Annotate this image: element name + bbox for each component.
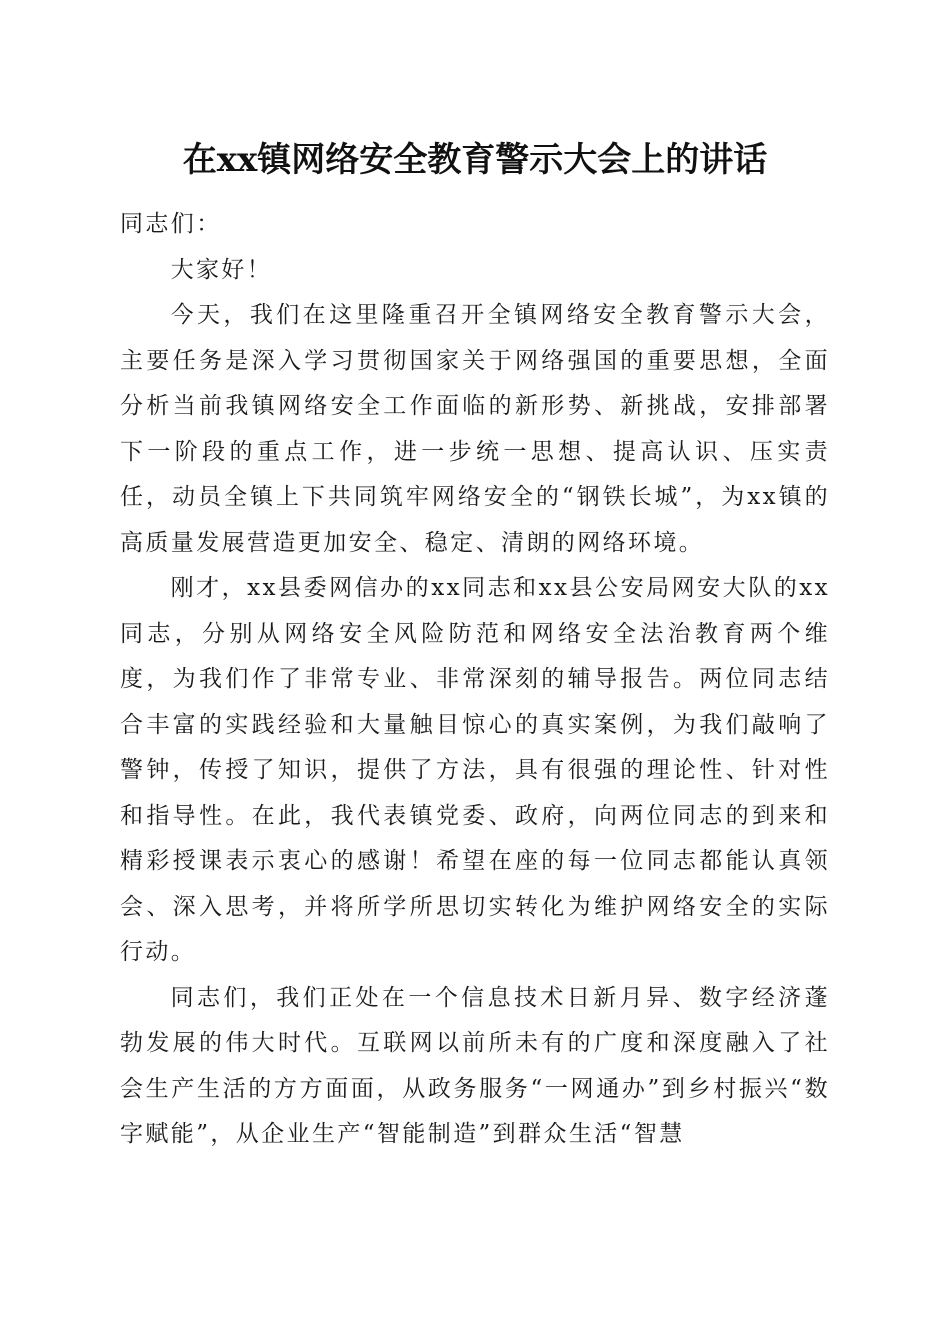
salutation: 同志们：: [120, 211, 222, 237]
paragraph-purpose: 今天，我们在这里隆重召开全镇网络安全教育警示大会，主要任务是深入学习贯彻国家关于网络强国的重要思想，全面分析当前我镇网络安全工作面临的新形势、新挑战，安排部署下一阶段的重点工作，进一步统一思想、提高认识、压实责任，动员全镇上下共同筑牢网络安全的“钢铁长城”，为xx镇的高质量发展营造更加安全、稳定、清朗的网络环境。: [120, 302, 830, 556]
paragraph-thanks: 刚才，xx县委网信办的xx同志和xx县公安局网安大队的xx同志，分别从网络安全风险防范和网络安全法治教育两个维度，为我们作了非常专业、非常深刻的辅导报告。两位同志结合丰富的实践经验和大量触目惊心的真实案例，为我们敲响了警钟，传授了知识，提供了方法，具有很强的理论性、针对性和指导性。在此，我代表镇党委、政府，向两位同志的到来和精彩授课表示衷心的感谢！希望在座的每一位同志都能认真领会、深入思考，并将所学所思切实转化为维护网络安全的实际行动。: [120, 575, 830, 965]
document-title: 在xx镇网络安全教育警示大会上的讲话: [182, 140, 768, 180]
paragraph-era: 同志们，我们正处在一个信息技术日新月异、数字经济蓬勃发展的伟大时代。互联网以前所未有的广度和深度融入了社会生产生活的方方面面，从政务服务“一网通办”到乡村振兴“数字赋能”，从企业生产“智能制造”到群众生活“智慧: [120, 984, 830, 1147]
paragraph-greeting: 大家好！: [170, 256, 273, 283]
document-body: [120, 202, 830, 1158]
